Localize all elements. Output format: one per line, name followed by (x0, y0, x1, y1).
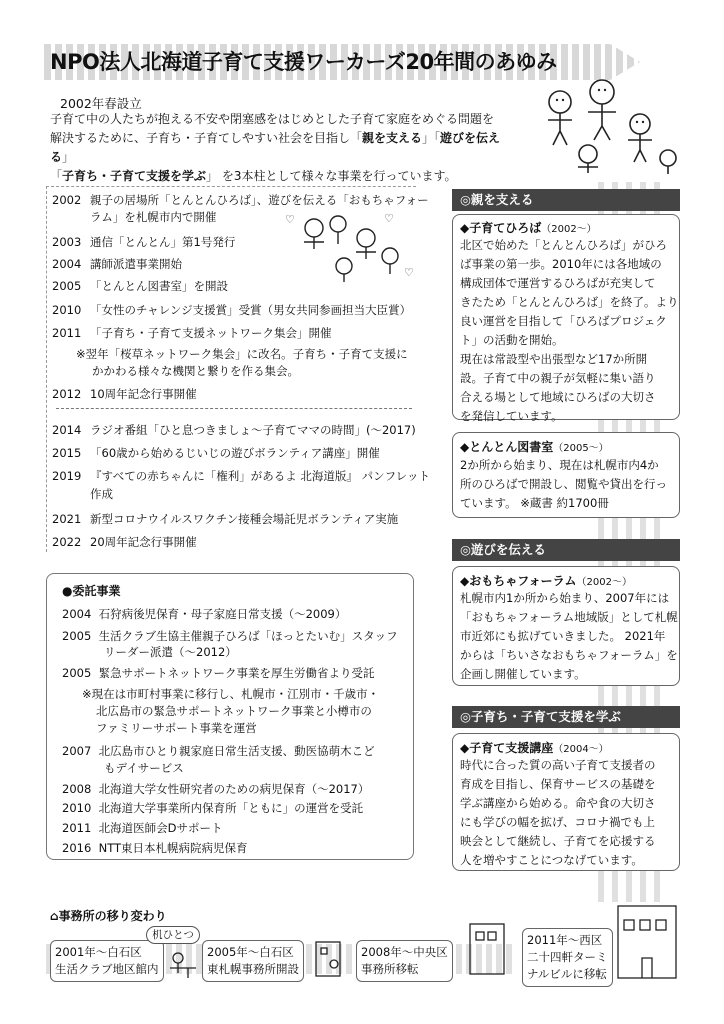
timeline-text: 親子の居場所「とんとんひろば」、遊びを伝える「おもちゃフォー (90, 193, 429, 207)
timeline-year: 2005 (52, 279, 82, 293)
card-line: を発信しています。 (460, 409, 563, 423)
card-line: 映会として継続し、子育てを応援する (460, 834, 656, 848)
commission-text: もデイサービス (104, 761, 184, 775)
commission-year: 2005 (62, 666, 92, 680)
commission-heading: ●委託事業 (62, 584, 121, 598)
timeline-note: ※翌年「桜草ネットワーク集会」に改名。子育ち・子育て支援に (76, 347, 408, 361)
intro-text: 」 を3本柱として様々な事業を行っています。 (206, 169, 457, 183)
move-location: 生活クラブ地区館内 (55, 962, 159, 976)
move-year: 2011年～西区 (527, 933, 603, 947)
commission-text: 石狩病後児保育・母子家庭日常支援（～2009） (98, 607, 347, 621)
section-heading-learn: ◎子育ち・子育て支援を学ぶ (452, 706, 680, 728)
timeline-text: ラム」を札幌市内で開催 (90, 210, 217, 224)
pillar-2: 遊びを伝える (50, 131, 501, 164)
pillar-3: 子育ち・子育て支援を学ぶ (62, 169, 207, 183)
founded-date: 2002年春設立 (60, 96, 142, 111)
section-heading-support: ◎親を支える (452, 189, 680, 211)
heart-icon: ♡ (384, 212, 394, 225)
card-period: （2002～） (541, 224, 597, 235)
commission-item (62, 781, 369, 798)
people-illustration (540, 72, 680, 182)
card-line: 2か所から始まり、現在は札幌市内4か (460, 458, 659, 472)
timeline-text: 10周年記念行事開催 (90, 387, 197, 401)
timeline-text: 20周年記念行事開催 (90, 535, 197, 549)
commission-item (62, 606, 346, 623)
move-year: 2005年～白石区 (207, 945, 294, 959)
card-line: 設。子育て中の親子が気軽に集い語り (460, 371, 656, 385)
move-year: 2001年～白石区 (55, 945, 142, 959)
commission-year: 2016 (62, 841, 92, 855)
card-title-text: ◆とんとん図書室 (460, 440, 554, 454)
card-line: 現在は常設型や出張型など17か所開 (460, 352, 648, 366)
commission-text: リーダー派遣（～2012） (104, 645, 237, 659)
timeline-year: 2012 (52, 387, 82, 401)
intro-text: 解決するために、子育ち・子育てしやすい社会を目指し「 (50, 131, 363, 145)
card-title-text: ◆子育て支援講座 (460, 741, 554, 755)
card-title (460, 572, 632, 589)
card-title-text: ◆おもちゃフォーラム (460, 574, 577, 588)
page-title: NPO法人北海道子育て支援ワーカーズ20年間のあゆみ (50, 50, 557, 74)
commission-year: 2005 (62, 629, 92, 643)
intro-line-3 (50, 167, 520, 186)
card-line: 時代に合った質の高い子育て支援者の (460, 758, 656, 772)
timeline-text: 通信「とんとん」第1号発行 (90, 235, 236, 249)
card-period: （2004～） (553, 744, 609, 755)
commission-text: 北海道大学女性研究者のための病児保育（～2017） (98, 782, 370, 796)
commission-text: 北広島市ひとり親家庭日常生活支援、動医協萌木こど (98, 744, 375, 758)
office-move-2001 (50, 940, 164, 982)
timeline-year: 2004 (52, 257, 82, 271)
timeline-text: 「女性のチャレンジ支援賞」受賞（男女共同参画担当大臣賞） (90, 303, 412, 317)
timeline-text: 講師派遣事業開始 (90, 257, 182, 271)
heart-icon: ♡ (285, 213, 295, 226)
intro-text: 」 (62, 150, 75, 164)
timeline-text: 「とんとん図書室」を開設 (90, 279, 228, 293)
commission-item (62, 628, 398, 645)
card-line: 所のひろばで開設し、閲覧や貸出を行っ (460, 477, 667, 491)
timeline-text: ラジオ番組「ひと息つきましょ～子育てママの時間」(～2017) (90, 423, 416, 437)
office-room-icon (466, 918, 510, 978)
office-move-2011 (522, 928, 613, 987)
timeline-year: 2021 (52, 512, 82, 526)
timeline-text: 新型コロナウイルスワクチン接種会場託児ボランティア実施 (90, 512, 399, 526)
commission-year: 2007 (62, 744, 92, 758)
commission-text: 生活クラブ生協主催親子ひろば「ほっとたいむ」スタッフ (98, 629, 398, 643)
card-line: 構成団体で運営するひろばが充実して (460, 276, 656, 290)
commission-year: 2004 (62, 607, 92, 621)
office-moves-heading (50, 907, 167, 924)
move-location: 二十四軒ターミ (527, 950, 608, 964)
card-line: 市近郊にも拡げていきました。 2021年 (460, 629, 666, 643)
intro-line-1: 子育て中の人たちが抱える不安や閉塞感をはじめとした子育て家庭をめぐる問題を (50, 112, 495, 126)
move-location: 東札幌事務所開設 (207, 962, 299, 976)
card-title-text: ◆子育てひろば (460, 221, 542, 235)
commission-item (62, 665, 374, 682)
card-body (460, 236, 679, 426)
move-location: 事務所移転 (361, 962, 419, 976)
card-title (460, 219, 597, 236)
desk-person-icon (168, 950, 198, 980)
commission-year: 2008 (62, 782, 92, 796)
timeline-text: 『すべての赤ちゃんに「権利」があるよ 北海道版』 パンフレット (90, 469, 431, 483)
card-line: 企画し開催しています。 (460, 667, 586, 681)
timeline-year: 2015 (52, 446, 82, 460)
card-line: にも学びの幅を拡げ、コロナ禍でも上 (460, 815, 656, 829)
commission-year: 2011 (62, 821, 92, 835)
commission-note: 北広島市の緊急サポートネットワーク事業と小樽市の (96, 704, 372, 718)
timeline-year: 2003 (52, 235, 82, 249)
card-body (460, 456, 674, 513)
card-line: 良い運営を目指して「ひろばプロジェク (460, 314, 667, 328)
commission-item (62, 840, 248, 857)
timeline-year: 2019 (52, 469, 82, 483)
timeline-note: かかわる様々な機関と繋りを作る集会。 (92, 364, 299, 378)
commission-text: 北海道大学事業所内保育所「ともに」の運営を受託 (98, 801, 364, 815)
card-line: ト」の活動を開始。 (460, 333, 564, 347)
timeline-text: 作成 (90, 487, 113, 501)
card-line: 人を増やすことにつなげています。 (460, 853, 643, 867)
house-icon: ⌂ (50, 909, 59, 923)
office-moves-title: 事務所の移り変わり (58, 909, 167, 923)
timeline-year: 2014 (52, 423, 82, 437)
commission-item (62, 820, 222, 837)
commission-note: ファミリーサポート事業を運営 (96, 721, 257, 735)
timeline-year: 2011 (52, 326, 82, 340)
pillar-1: 親を支える (362, 131, 423, 145)
intro-text: 」「 (422, 131, 441, 145)
card-line: きたため「とんとんひろば」を終了。より (460, 295, 679, 309)
heart-icon: ♡ (404, 266, 414, 279)
card-title (460, 438, 609, 455)
section-heading-play: ◎遊びを伝える (452, 539, 680, 561)
card-line: ています。 ※蔵書 約1700冊 (460, 496, 609, 510)
card-line: からは「ちいさなおもちゃフォーラム」を (460, 648, 678, 662)
card-line: 育成を目指し、保育サービスの基礎を (460, 777, 656, 791)
terminal-building-icon (612, 898, 682, 980)
card-body (460, 589, 678, 684)
move-year: 2008年～中央区 (361, 945, 448, 959)
intro-paragraph (50, 110, 520, 186)
timeline-year: 2002 (52, 193, 82, 207)
office-move-2005 (202, 940, 304, 982)
commission-text: 北海道医師会Dサポート (98, 821, 223, 835)
office-move-2008 (356, 940, 453, 982)
card-line: 「おもちゃフォーラム地域版」として札幌 (460, 610, 678, 624)
card-line: 北区で始めた「とんとんひろば」がひろ (460, 238, 667, 252)
card-line: ば事業の第一歩。2010年には各地域の (460, 257, 662, 271)
commission-note: ※現在は市町村事業に移行し、札幌市・江別市・千歳市・ (82, 687, 380, 701)
commission-year: 2010 (62, 801, 92, 815)
card-period: （2005～） (553, 443, 609, 454)
card-line: 合える場として地域にひろばの大切さ (460, 390, 656, 404)
timeline-divider (56, 408, 412, 409)
card-line: 札幌市内1か所から始まり、2007年には (460, 591, 670, 605)
card-body (460, 756, 674, 870)
desk-tag: 机ひとつ (146, 926, 200, 944)
commission-text: 緊急サポートネットワーク事業を厚生労働省より受託 (98, 666, 375, 680)
timeline-year: 2022 (52, 535, 82, 549)
office-building-icon (312, 938, 346, 978)
move-location: ナルビルに移転 (527, 967, 607, 981)
timeline-text: 「子育ち・子育て支援ネットワーク集会」開催 (90, 326, 332, 340)
commission-item (62, 800, 363, 817)
commission-item (62, 743, 375, 760)
card-title (460, 739, 609, 756)
intro-line-2 (50, 129, 520, 167)
intro-text: 「 (50, 169, 63, 183)
timeline-year: 2010 (52, 303, 82, 317)
commission-text: NTT東日本札幌病院病児保育 (98, 841, 248, 855)
card-period: （2002～） (576, 577, 632, 588)
timeline-text: 「60歳から始めるじいじの遊びボランティア講座」開催 (90, 446, 380, 460)
card-line: 学ぶ講座から始める。命や食の大切さ (460, 796, 656, 810)
